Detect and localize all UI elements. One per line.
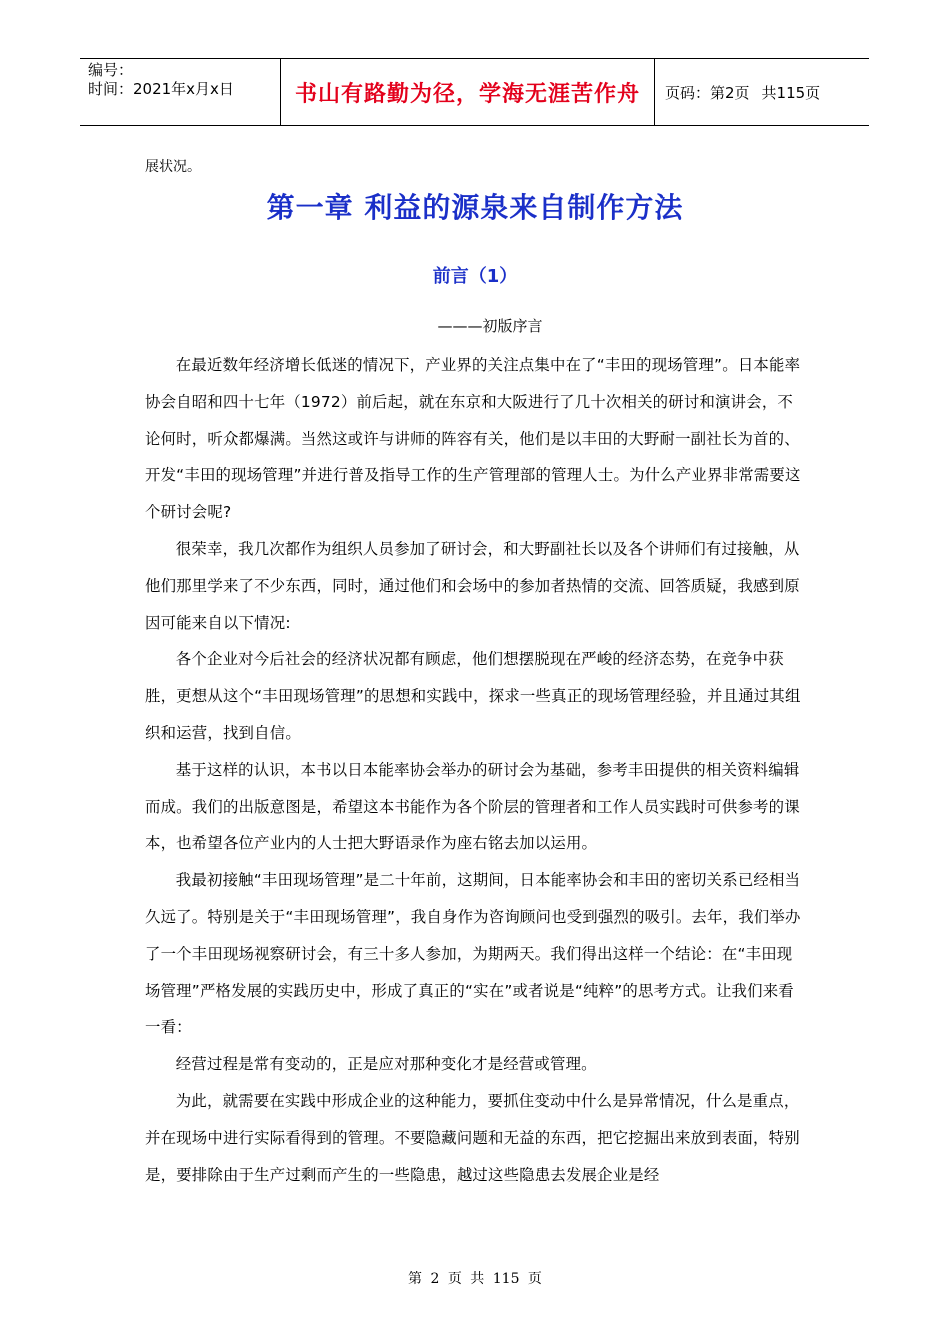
paragraph: 很荣幸，我几次都作为组织人员参加了研讨会，和大野副社长以及各个讲师们有过接触，从他们那里学来了不少东西，同时，通过他们和会场中的参加者热情的交流、回答质疑，我感到原因可能来自以下情况:: [145, 539, 800, 632]
header-page-info: [655, 59, 869, 125]
subtitle: ———初版序言: [437, 317, 543, 335]
paragraph: 在最近数年经济增长低迷的情况下，产业界的关注点集中在了“丰田的现场管理”。日本能率协会自昭和四十七年（1972）前后起，就在东京和大阪进行了几十次相关的研讨和演讲会，不论何时，听众都爆满。当然这或许与讲师的阵容有关，他们是以丰田的大野耐一副社长为首的、开发“丰田的现场管理”并进行普及指导工作的生产管理部的管理人士。为什么产业界非常需要这个研讨会呢?: [145, 356, 801, 522]
page-number-label: 页码：第2页: [665, 83, 750, 102]
chapter-title: 第一章 利益的源泉来自制作方法: [266, 191, 684, 224]
section-title: 前言（1）: [432, 266, 518, 287]
page-footer: 第 2 页 共 115 页: [408, 1271, 542, 1287]
number-label: 编号：: [88, 61, 134, 79]
paragraph: 经营过程是常有变动的，正是应对那种变化才是经营或管理。: [175, 1055, 597, 1074]
time-label: 时间：2021年x月x日: [88, 80, 234, 98]
paragraph: 为此，就需要在实践中形成企业的这种能力，要抓住变动中什么是异常情况，什么是重点，并在现场中进行实际看得到的管理。不要隐藏问题和无益的东西，把它挖掘出来放到表面，特别是，要排除由于生产过剩而产生的一些隐患，越过这些隐患去发展企业是经: [145, 1091, 800, 1184]
body-text: [145, 347, 805, 1193]
page-total-label: 共115页: [761, 83, 821, 102]
paragraph: 各个企业对今后社会的经济状况都有顾虑，他们想摆脱现在严峻的经济态势，在竞争中获胜，更想从这个“丰田现场管理”的思想和实践中，探求一些真正的现场管理经验，并且通过其组织和运营，找到自信。: [145, 650, 801, 742]
header-meta-cell: [80, 59, 281, 125]
header-table: [80, 58, 869, 126]
carryover-text: 展状况。: [145, 159, 201, 175]
header-motto: 书山有路勤为径，学海无涯苦作舟: [281, 59, 655, 125]
paragraph: 基于这样的认识，本书以日本能率协会举办的研讨会为基础，参考丰田提供的相关资料编辑而成。我们的出版意图是，希望这本书能作为各个阶层的管理者和工作人员实践时可供参考的课本，也希望各位产业内的人士把大野语录作为座右铭去加以运用。: [145, 760, 800, 853]
paragraph: 我最初接触“丰田现场管理”是二十年前，这期间，日本能率协会和丰田的密切关系已经相当久远了。特别是关于“丰田现场管理”，我自身作为咨询顾问也受到强烈的吸引。去年，我们举办了一个丰田现场视察研讨会，有三十多人参加，为期两天。我们得出这样一个结论：在“丰田现场管理”严格发展的实践历史中，形成了真正的“实在”或者说是“纯粹”的思考方式。让我们来看一看：: [145, 871, 801, 1037]
